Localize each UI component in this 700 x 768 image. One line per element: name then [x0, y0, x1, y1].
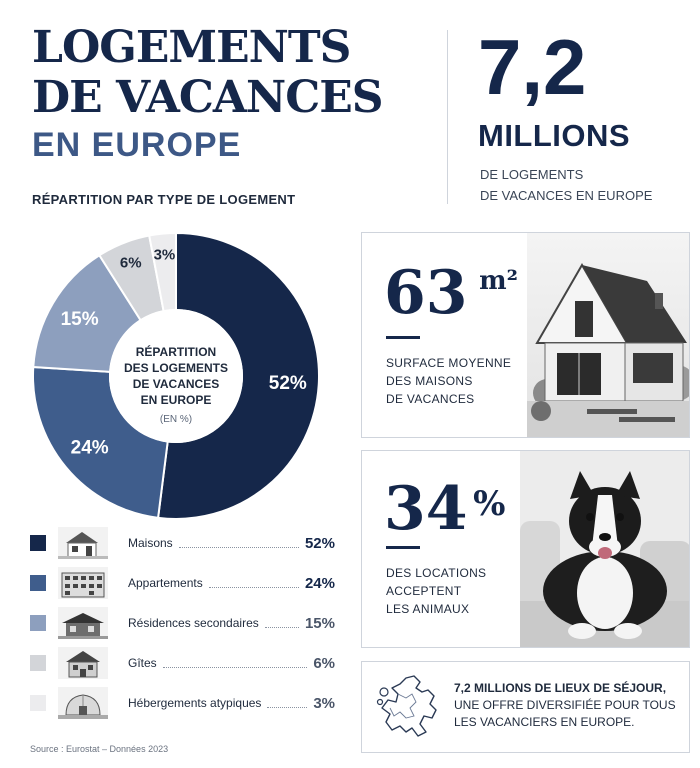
desc-line: LES ANIMAUX — [386, 602, 470, 616]
pets-description — [386, 564, 526, 618]
highlight-number: 7,2 — [478, 23, 587, 111]
legend-leader-dots — [265, 627, 299, 628]
pets-allowed-card — [361, 450, 690, 648]
surface-number: 63 — [384, 258, 468, 328]
header-divider — [447, 30, 448, 204]
surface-unit: m² — [479, 266, 518, 296]
slice-value-label: 6% — [119, 254, 142, 272]
donut-center-label: DE VACANCES — [132, 377, 220, 391]
legend-leader-dots — [209, 587, 299, 588]
donut-center-label: DES LOGEMENTS — [123, 361, 229, 375]
desc-line: ACCEPTENT — [386, 584, 462, 598]
average-surface-card — [361, 232, 690, 438]
desc-line: DES MAISONS — [386, 374, 473, 388]
desc-line: DE VACANCES — [386, 392, 475, 406]
source-note: Source : Eurostat – Données 2023 — [30, 744, 169, 754]
legend-leader-dots — [163, 667, 308, 668]
slice-value-label: 52% — [268, 373, 307, 395]
offer-summary-text — [454, 680, 682, 731]
donut-center-label: RÉPARTITION — [135, 345, 217, 359]
offer-line: UNE OFFRE DIVERSIFIÉE POUR TOUS — [454, 698, 676, 712]
legend-label: Maisons — [128, 536, 173, 550]
dog-on-sofa-photo — [520, 451, 690, 648]
legend-leader-dots — [267, 707, 307, 708]
apartment-building-icon — [58, 567, 108, 599]
legend-swatch — [30, 615, 46, 631]
legend-swatch — [30, 655, 46, 671]
page-title-line-1: LOGEMENTS — [32, 22, 351, 73]
legend-value: 24% — [304, 574, 335, 592]
slice-value-label: 15% — [60, 308, 99, 330]
desc-line: DES LOCATIONS — [386, 566, 487, 580]
surface-stat — [384, 258, 518, 328]
legend-value: 52% — [304, 534, 335, 552]
legend-label: Hébergements atypiques — [128, 696, 262, 710]
legend-label: Gîtes — [128, 656, 157, 670]
legend-item — [30, 606, 335, 640]
legend-swatch — [30, 575, 46, 591]
slice-value-label: 3% — [153, 246, 176, 264]
donut-center-unit: (EN %) — [159, 414, 193, 425]
legend-value: 3% — [313, 694, 335, 712]
section-title: RÉPARTITION PAR TYPE DE LOGEMENT — [32, 192, 296, 207]
page-subtitle: EN EUROPE — [32, 126, 242, 164]
pets-stat — [384, 474, 506, 544]
gite-cottage-icon — [58, 647, 108, 679]
secondary-residence-icon — [58, 607, 108, 639]
slice-value-label: 24% — [70, 437, 109, 459]
offer-line: 7,2 MILLIONS DE LIEUX DE SÉJOUR, — [454, 681, 667, 695]
legend-swatch — [30, 695, 46, 711]
europe-map-icon — [376, 672, 442, 742]
offer-summary-card — [361, 661, 690, 753]
legend-leader-dots — [179, 547, 299, 548]
card-rule — [386, 336, 420, 339]
legend-item — [30, 526, 335, 560]
legend-item — [30, 686, 335, 720]
legend-value: 6% — [313, 654, 335, 672]
legend-label: Résidences secondaires — [128, 616, 259, 630]
modern-house-photo — [527, 233, 690, 438]
highlight-desc-line: DE LOGEMENTS — [480, 167, 584, 182]
surface-description — [386, 354, 526, 408]
highlight-description — [480, 164, 680, 206]
donut-chart — [26, 226, 326, 526]
house-icon — [58, 527, 108, 559]
pets-unit: % — [473, 484, 506, 524]
legend-item — [30, 566, 335, 600]
pets-number: 34 — [384, 474, 468, 544]
highlight-unit: MILLIONS — [478, 118, 631, 153]
donut-center-label: EN EUROPE — [140, 393, 212, 407]
legend-item — [30, 646, 335, 680]
legend-value: 15% — [304, 614, 335, 632]
legend-swatch — [30, 535, 46, 551]
highlight-desc-line: DE VACANCES EN EUROPE — [480, 188, 653, 203]
legend-label: Appartements — [128, 576, 203, 590]
offer-line: LES VACANCIERS EN EUROPE. — [454, 715, 635, 729]
desc-line: SURFACE MOYENNE — [386, 356, 512, 370]
yurt-icon — [58, 687, 108, 719]
page-title-line-2: DE VACANCES — [32, 72, 383, 123]
card-rule — [386, 546, 420, 549]
